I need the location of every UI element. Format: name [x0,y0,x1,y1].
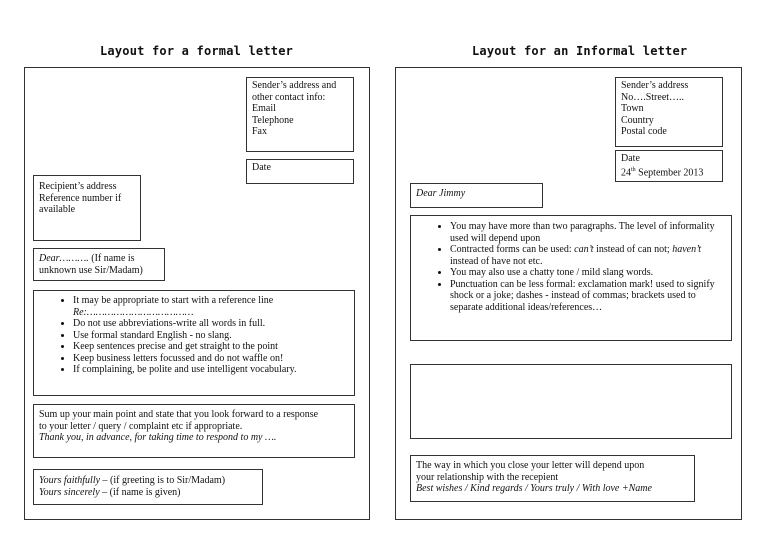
formal-summary-box: Sum up your main point and state that you look forward to a response to your letter / query / complaint etc if appropriate. Thank you, in advance, for taking time to respond to my …. [33,404,355,458]
formal-body-box [33,290,355,396]
formal-bullet: • Do not use abbreviations-write all words in full. [73,318,349,330]
informal-greeting-box: Dear Jimmy [410,183,543,208]
informal-bullet: • You may also use a chatty tone / mild slang words. [450,267,726,279]
formal-recipient-box: Recipient’s address Reference number if available [33,175,141,241]
informal-empty-box [410,364,732,439]
formal-sender-box: Sender’s address and other contact info: Email Telephone Fax [246,77,354,152]
informal-sender-box: Sender’s address No….Street….. Town Country Postal code [615,77,723,147]
informal-closing-box: The way in which you close your letter will depend upon your relationship with the recepient Best wishes / Kind regards / Yours truly / With love +Name [410,455,695,502]
formal-closing-box: Yours faithfully – (if greeting is to Sir/Madam) Yours sincerely – (if name is given) [33,469,263,505]
formal-bullet: • Use formal standard English - no slang. [73,330,349,342]
formal-bullet: • It may be appropriate to start with a reference line Re:……………………………… [73,295,349,318]
informal-bullet: • You may have more than two paragraphs. The level of informality used will depend upon [450,221,726,244]
formal-bullet: • If complaining, be polite and use intelligent vocabulary. [73,364,349,376]
informal-bullet: • Contracted forms can be used: can’t instead of can not; haven’t instead of have not etc. [450,244,726,267]
formal-date-box: Date [246,159,354,184]
informal-date-box: Date 24th September 2013 [615,150,723,182]
informal-bullet: • Punctuation can be less formal: exclamation mark! used to signify shock or a joke; dashes - instead of commas; brackets used to separate additional ideas/references… [450,279,726,314]
formal-greeting-box: Dear………. (If name is unknown use Sir/Madam) [33,248,165,281]
formal-bullet: • Keep sentences precise and get straight to the point [73,341,349,353]
formal-bullet: • Keep business letters focussed and do not waffle on! [73,353,349,365]
informal-body-box [410,215,732,341]
formal-title: Layout for a formal letter [100,44,294,58]
informal-title: Layout for an Informal letter [472,44,688,58]
